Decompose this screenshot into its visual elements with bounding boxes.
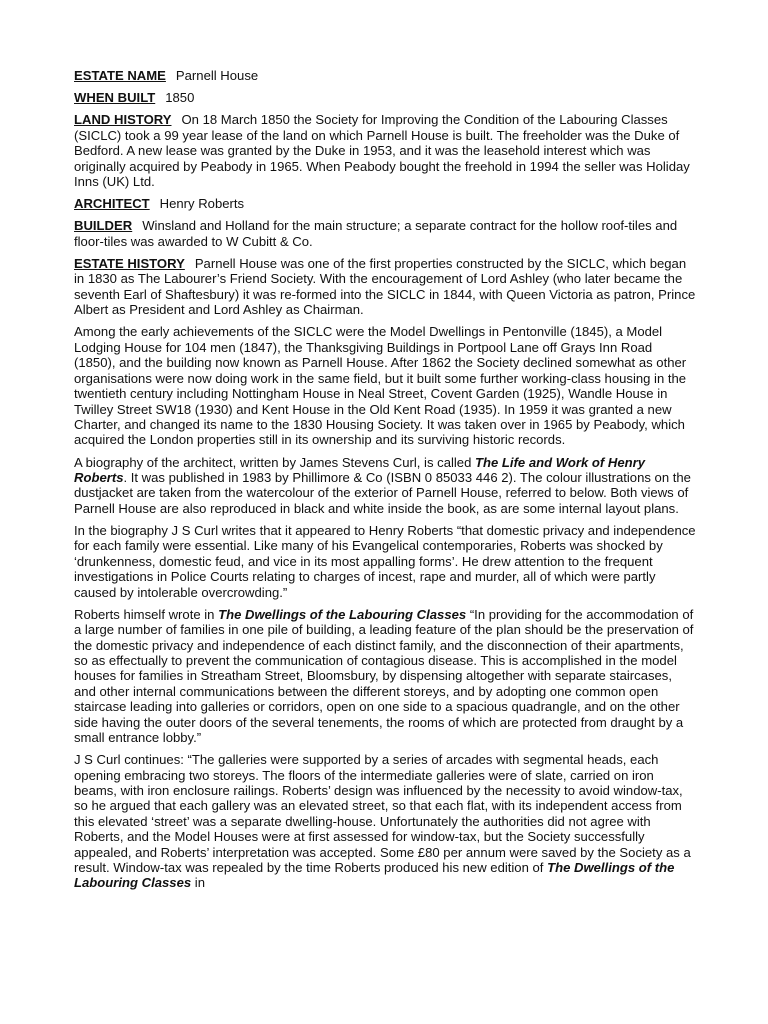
galleries-paragraph [74,752,696,891]
architect-label: ARCHITECT [74,196,150,212]
estate-history-label: ESTATE HISTORY [74,256,185,272]
builder-section [74,218,696,249]
biography-text-before: A biography of the architect, written by James Stevens Curl, is called [74,454,476,470]
estate-history-text: Parnell House was one of the first properties constructed by the SICLC, which began in 1830 as The Labourer’s Friend Society. With the encouragement of Lord Ashley (who later became the seventh Earl of Shaftesbury) it was re-formed into the SICLC in 1844, with Queen Victoria as patron, Prince Albert as President and Lord Ashley as Chairman. [74,256,696,318]
roberts-text-before: Roberts himself wrote in [74,606,219,622]
achievements-paragraph: Among the early achievements of the SICLC were the Model Dwellings in Pentonville (1845), a Model Lodging House for 104 men (1847), the Thanksgiving Buildings in Portpool Lane off Grays Inn Road (1850), and the building now known as Parnell House. After 1862 the Society declined somewhat as other organisations were now doing work in the same field, but it built some further working-class housing in the twentieth century including Nottingham House in Neal Street, Covent Garden (1925), Wandle House in Twilley Street SW18 (1930) and Kent House in the Old Kent Road (1935). In 1959 it was granted a new Charter, and changed its name to the 1830 Housing Society. It was taken over in 1965 by Peabody, which acquired the London properties still in its ownership and its surviving historic records. [74,324,687,448]
land-history-label: LAND HISTORY [74,112,172,128]
architect-value: Henry Roberts [159,196,245,212]
roberts-text-after: “In providing for the accommodation of a large number of families in one pile of building, a leading feature of the plan should be the preservation of the domestic privacy and independence of each distinct family, and the disconnection of their apartments, so as effectually to prevent the communication of contagious disease. This is accomplished in the model houses for families in Streatham Street, Bloomsbury, by dispensing altogether with separate staircases, and other internal communications between the different storeys, and by adopting one common open staircase leading into galleries or corridors, open on one side to a spacious quadrangle, and on the other side having the outer doors of the several tenements, the rooms of which are protected from draught by a small entrance lobby.” [74,606,694,746]
biography-book-title: The Life and Work of Henry Roberts [74,454,646,485]
builder-label: BUILDER [74,218,133,234]
galleries-text-before: J S Curl continues: “The galleries were supported by a series of arcades with segmental heads, each opening embracing two storeys. The floors of the intermediate galleries were of slate, carried on iron beams, with iron enclosure railings. Roberts’ design was influenced by the necessity to avoid window-tax, so he argued that each gallery was an elevated street, so that each flat, with its independent access from this elevated ‘street’ was a separate dwelling-house. Unfortunately the authorities did not agree with Roberts, and the Model Houses were at first assessed for window-tax, but the Society successfully appealed, and Roberts’ interpretation was accepted. Some £80 per annum were saved by the Society as a result. Window-tax was repealed by the time Roberts produced his new edition of [74,752,691,876]
document-page [74,68,696,898]
estate-name-value: Parnell House [175,68,259,83]
architect-field [74,196,696,211]
curl-quote-paragraph: In the biography J S Curl writes that it appeared to Henry Roberts “that domestic privacy and independence for each family were essential. Like many of his Evangelical contemporaries, Roberts was shocked by ‘drunkenness, domestic feud, and vice in its most appalling forms’. He drew attention to the frequent investigations in Police Courts relating to charges of incest, rape and murder, all of which were partly caused by intolerable overcrowding.” [74,522,696,600]
land-history-section [74,112,696,189]
biography-paragraph [74,455,696,517]
estate-history-section [74,256,696,318]
estate-name-field [74,68,696,83]
builder-text: Winsland and Holland for the main structure; a separate contract for the hollow roof-tiles and floor-tiles was awarded to W Cubitt & Co. [74,218,678,249]
when-built-field [74,90,696,105]
galleries-text-after: in [191,875,205,891]
biography-text-after: . It was published in 1983 by Phillimore & Co (ISBN 0 85033 446 2). The colour illustrations on the dustjacket are taken from the watercolour of the exterior of Parnell House, referred to below. Both views of Parnell House are also reproduced in black and white inside the book, as are some internal layout plans. [74,469,691,516]
estate-name-label: ESTATE NAME [74,68,166,83]
land-history-text: On 18 March 1850 the Society for Improving the Condition of the Labouring Classes (SICLC) took a 99 year lease of the land on which Parnell House is built. The freeholder was the Duke of Bedford. A new lease was granted by the Duke in 1953, and it was the leasehold interest which was originally acquired by Peabody in 1965. When Peabody bought the freehold in 1994 the seller was Holiday Inns (UK) Ltd. [74,112,690,190]
when-built-value: 1850 [165,90,195,106]
roberts-quote-paragraph [74,607,696,746]
when-built-label: WHEN BUILT [74,90,156,106]
roberts-book-title: The Dwellings of the Labouring Classes [218,606,467,622]
galleries-book-title: The Dwellings of the Labouring Classes [74,860,675,891]
